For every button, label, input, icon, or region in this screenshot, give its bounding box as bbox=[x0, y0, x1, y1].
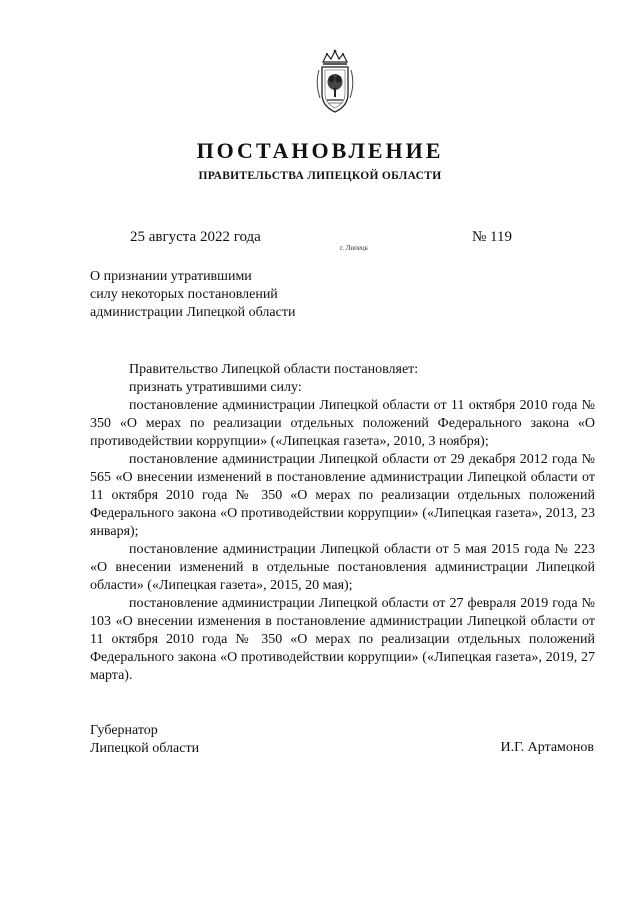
document-title: ПОСТАНОВЛЕНИЕ bbox=[196, 138, 444, 163]
subject-line: администрации Липецкой области bbox=[90, 305, 296, 320]
signatory-name: И.Г. Артамонов bbox=[500, 740, 594, 755]
document-number: № 119 bbox=[472, 229, 513, 245]
body-paragraph-item: постановление администрации Липецкой области от 27 февраля 2019 года № 103 «О внесении изменения в постановление администрации Липецкой области от 11 октября 2010 года № 350 «О мерах по реализации отдельных положений Федерального закона «О противодействии коррупции» («Липецкая газета», 2019, 27 марта). bbox=[90, 596, 595, 683]
body-paragraph-item: постановление администрации Липецкой области от 29 декабря 2012 года № 565 «О внесении изменений в постановление администрации Липецкой области от 11 октября 2010 года № 350 «О мерах по реализации отдельных положений Федерального закона «О противодействии коррупции» («Липецкая газета», 2013, 23 января); bbox=[90, 452, 595, 539]
body-paragraph-item: постановление администрации Липецкой области от 5 мая 2015 года № 223 «О внесении изменений в отдельные постановления администрации Липецкой области» («Липецкая газета», 2015, 20 мая); bbox=[90, 542, 595, 593]
document-subtitle: ПРАВИТЕЛЬСТВА ЛИПЕЦКОЙ ОБЛАСТИ bbox=[198, 170, 442, 182]
body-paragraph-item: постановление администрации Липецкой области от 11 октября 2010 года № 350 «О мерах по реализации отдельных положений Федерального закона «О противодействии коррупции» («Липецкая газета», 2010, 3 ноября); bbox=[90, 398, 595, 449]
document-date: 25 августа 2022 года bbox=[130, 229, 261, 245]
document-city: г. Липецк bbox=[340, 244, 369, 252]
signatory-position-line: Липецкой области bbox=[90, 741, 200, 756]
signatory-position-line: Губернатор bbox=[90, 723, 158, 738]
document-subject bbox=[90, 268, 295, 322]
body-paragraph-intro: Правительство Липецкой области постановляет: bbox=[129, 362, 419, 377]
signatory-position bbox=[90, 722, 199, 758]
subject-line: силу некоторых постановлений bbox=[90, 287, 278, 302]
document-body bbox=[90, 361, 595, 685]
coat-of-arms-icon bbox=[313, 48, 357, 118]
subject-line: О признании утратившими bbox=[90, 269, 252, 284]
body-paragraph-declaration: признать утратившими силу: bbox=[129, 380, 302, 395]
